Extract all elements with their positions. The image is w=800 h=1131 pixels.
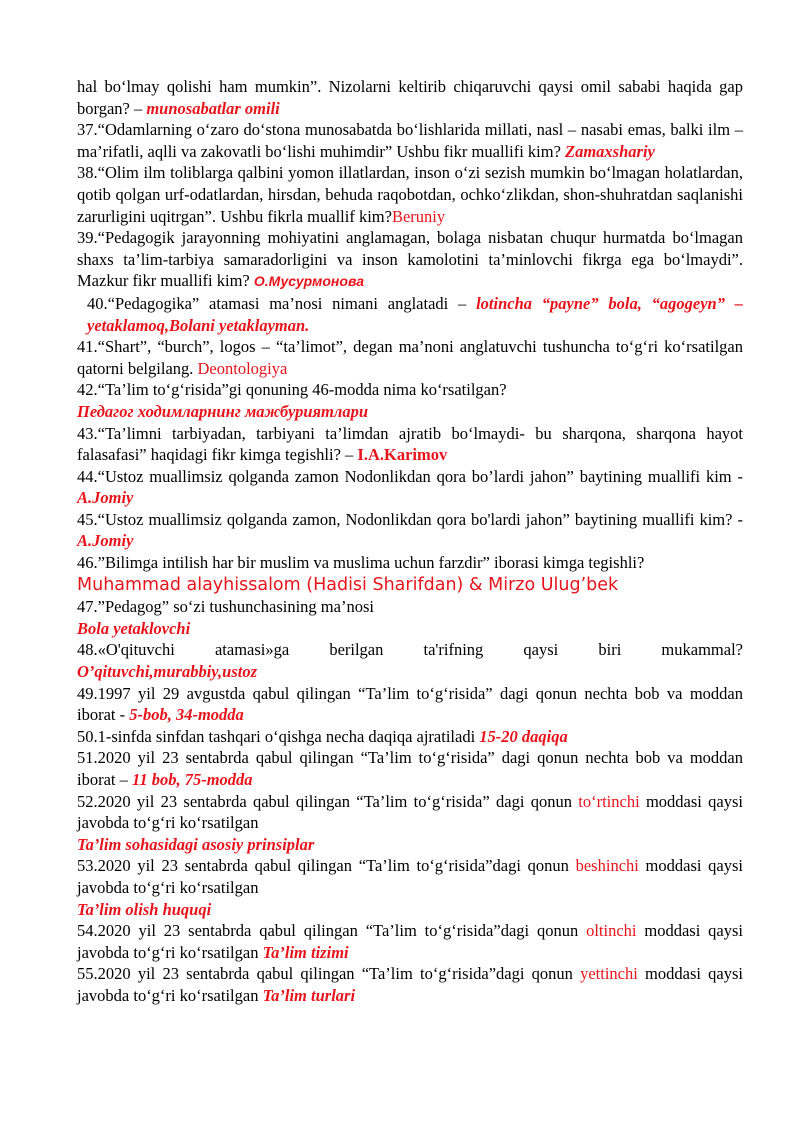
answer: 5-bob, 34-modda	[129, 705, 244, 725]
answer: Ta’lim olish huquqi	[77, 899, 212, 919]
article-number: beshinchi	[575, 856, 639, 876]
answer: Bola yetaklovchi	[77, 618, 191, 638]
answer: Zamaxshariy	[565, 141, 655, 161]
question-54: 54.2020 yil 23 sentabrda qabul qilingan “Ta’lim to‘g‘risida”dagi qonun oltinchi moddasi qaysi javobda to‘g‘ri ko‘rsatilgan Ta’lim tizimi	[77, 921, 743, 962]
answer: Deontologiya	[197, 358, 288, 378]
question-40: 40.“Pedagogika” atamasi ma’nosi nimani anglatadi – lotincha “payne” bola, “agogeyn” – yetaklamoq,Bolani yetaklayman.	[87, 293, 743, 335]
answer: A.Jomiy	[77, 531, 134, 551]
article-number: to‘rtinchi	[578, 791, 640, 811]
question-51: 51.2020 yil 23 sentabrda qabul qilingan “Ta’lim to‘g‘risida” dagi qonun nechta bob va moddan iborat – 11 bob, 75-modda	[77, 748, 743, 789]
question-47: 47.”Pedagog” so‘zi tushunchasining ma’nosi Bola yetaklovchi	[77, 597, 374, 638]
article-number: oltinchi	[586, 921, 637, 941]
answer: 15-20 daqiqa	[479, 726, 568, 746]
answer: O’qituvchi,murabbiy,ustoz	[77, 662, 257, 682]
question-42: 42.“Ta’lim to‘g‘risida”gi qonuning 46-modda nima ko‘rsatilgan? Педагог ходимларнинг мажбуриятлари	[77, 380, 507, 421]
question-38: 38.“Olim ilm toliblarga qalbini yomon illatlardan, inson o‘zi sezish mumkin bo‘lmagan holatlardan, qotib qolgan urf-odatlardan, hirsdan, behuda raqobotdan, ochko‘zlikdan, shon-shuhratdan saqlanishi zarurligini uqitrgan”. Ushbu fikrla muallif kim?Beruniy	[77, 163, 743, 226]
question-39: 39.“Pedagogik jarayonning mohiyatini anglamagan, bolaga nisbatan chuqur hurmatda bo‘lmagan shaxs ta’lim-tarbiya samaradorligini va inson kamolotini ta’minlovchi fikrga ega bo‘lmaydi”. Mazkur fikr muallifi kim? О.Мусурмонова	[77, 228, 743, 291]
question-55: 55.2020 yil 23 sentabrda qabul qilingan “Ta’lim to‘g‘risida”dagi qonun yettinchi moddasi qaysi javobda to‘g‘ri ko‘rsatilgan Ta’lim turlari	[77, 964, 743, 1005]
question-45: 45.“Ustoz muallimsiz qolganda zamon, Nodonlikdan qora bo'lardi jahon” baytining muallifi kim? - A.Jomiy	[77, 509, 743, 551]
question-49: 49.1997 yil 29 avgustda qabul qilingan “Ta’lim to‘g‘risida” dagi qonun nechta bob va moddan iborat - 5-bob, 34-modda	[77, 683, 743, 725]
answer: I.A.Karimov	[357, 445, 448, 465]
answer: 11 bob, 75-modda	[132, 770, 253, 789]
question-37: 37.“Odamlarning o‘zaro do‘stona munosabatda bo‘lishlarida millati, nasl – nasabi emas, balki ilm – ma’rifatli, aqlli va zakovatli bo‘lishi muhimdir” Ushbu fikr muallifi kim? Zamaxshariy	[77, 120, 743, 161]
question-48: 48.«O'qituvchi atamasi»ga berilgan ta'rifning qaysi biri mukammal?	[77, 640, 743, 660]
answer: Педагог ходимларнинг мажбуриятлари	[77, 401, 369, 421]
document-page	[77, 76, 743, 1007]
answer: Beruniy	[391, 206, 446, 226]
question-53: 53.2020 yil 23 sentabrda qabul qilingan “Ta’lim to‘g‘risida”dagi qonun beshinchi moddasi qaysi javobda to‘g‘ri ko‘rsatilgan Ta’lim olish huquqi	[77, 856, 744, 919]
question-41: 41.“Shart”, “burch”, logos – “ta’limot”, degan ma’noni anglatuvchi tushuncha to‘g‘ri ko‘rsatilgan qatorni belgilang. Deontologiya	[77, 337, 743, 378]
article-number: yettinchi	[580, 964, 638, 984]
question-36-cont: hal bo‘lmay qolishi ham mumkin”. Nizolarni keltirib chiqaruvchi qaysi omil sababi haqida gap borgan? – munosabatlar omili	[77, 77, 743, 118]
answer: lotincha “payne” bola, “agogeyn” – yetaklamoq,Bolani yetaklayman.	[87, 293, 743, 335]
question-50: 50.1-sinfda sinfdan tashqari o‘qishga necha daqiqa ajratiladi 15-20 daqiqa	[77, 726, 568, 746]
answer: Ta’lim tizimi	[262, 942, 349, 962]
question-46: 46.”Bilimga intilish har bir muslim va muslima uchun farzdir” iborasi kimga tegishli? Muhammad alayhissalom (Hadisi Sharifdan) & Mirzo Ulug’bek	[77, 553, 645, 595]
question-43: 43.“Ta’limni tarbiyadan, tarbiyani ta’limdan ajratib bo‘lmaydi- bu sharqona, sharqona hayot falasafasi” haqidagi fikr kimga tegishli? – I.A.Karimov	[77, 423, 743, 465]
answer: A.Jomiy	[77, 488, 134, 508]
question-48-answer-line	[77, 661, 743, 683]
question-44: 44.“Ustoz muallimsiz qolganda zamon Nodonlikdan qora bo’lardi jahon” baytining muallifi kim - A.Jomiy	[77, 466, 743, 508]
answer: munosabatlar omili	[146, 98, 280, 118]
answer: О.Мусурмонова	[253, 273, 365, 290]
answer: Ta’lim sohasidagi asosiy prinsiplar	[77, 834, 315, 854]
question-52: 52.2020 yil 23 sentabrda qabul qilingan “Ta’lim to‘g‘risida” dagi qonun to‘rtinchi moddasi qaysi javobda to‘g‘ri ko‘rsatilgan Ta’lim sohasidagi asosiy prinsiplar	[77, 791, 743, 854]
answer: Muhammad alayhissalom (Hadisi Sharifdan) & Mirzo Ulug’bek	[77, 574, 619, 595]
answer: Ta’lim turlari	[262, 985, 356, 1005]
